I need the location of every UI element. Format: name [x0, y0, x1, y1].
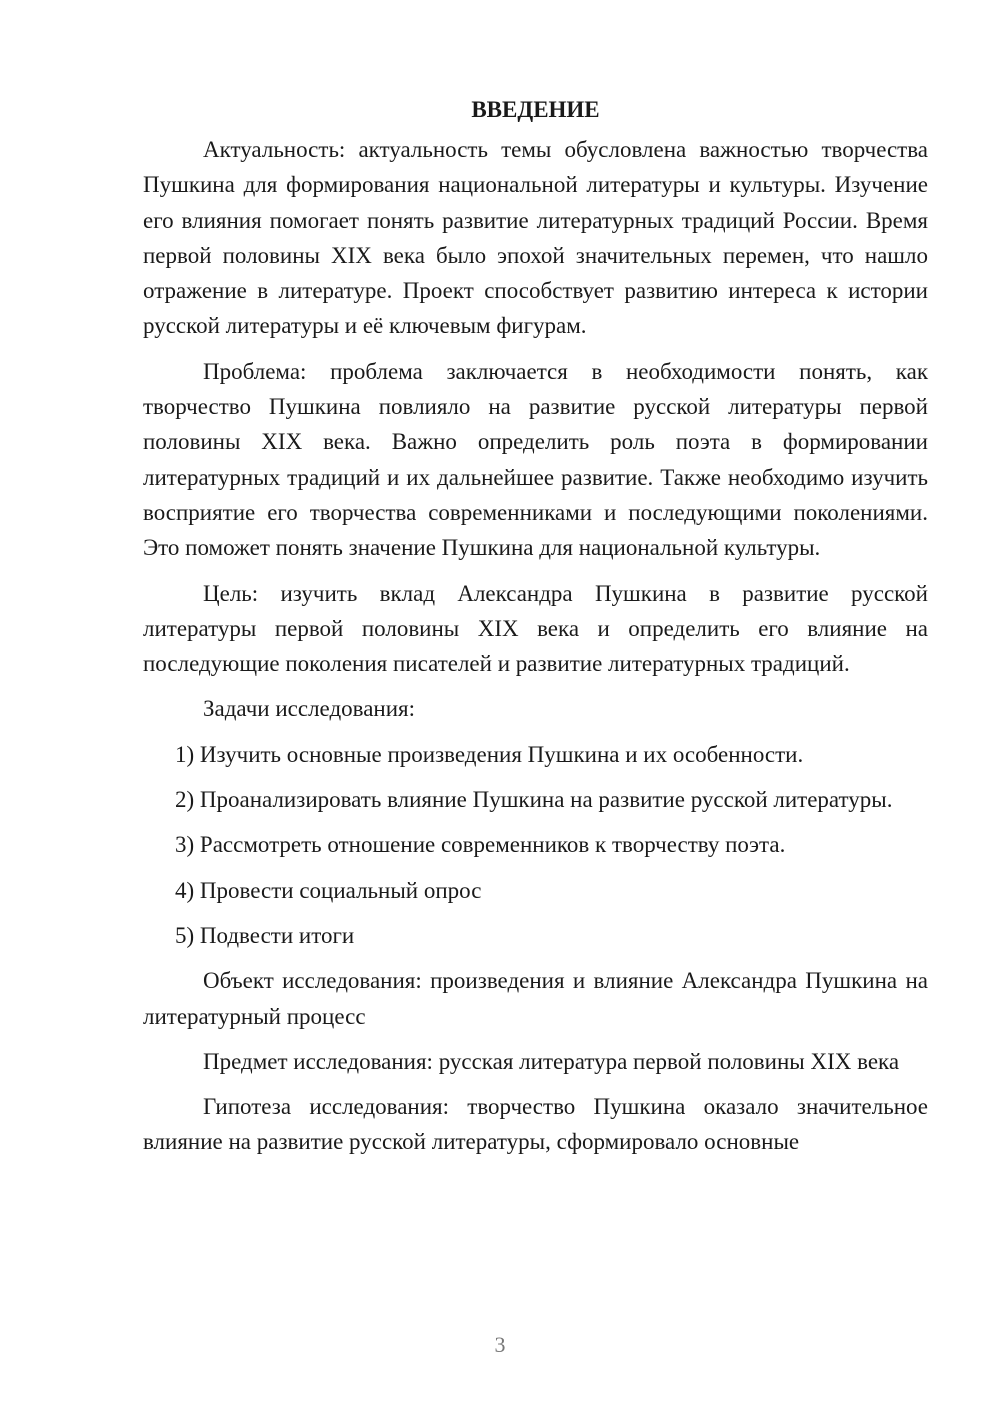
task-item-4: 4) Провести социальный опрос	[175, 877, 482, 903]
problem-paragraph: Проблема: проблема заключается в необходимости понять, как творчество Пушкина повлияло на развитие русской литературы первой половины XIX века. Важно определить роль поэта в формировании литературных традиций и их дальнейшее развитие. Также необходимо изучить восприятие его творчества современниками и последующими поколениями. Это поможет понять значение Пушкина для национальной культуры.	[143, 358, 928, 561]
object-paragraph: Объект исследования: произведения и влияние Александра Пушкина на литературный процесс	[143, 968, 928, 1029]
subject-paragraph: Предмет исследования: русская литература первой половины XIX века	[203, 1048, 900, 1074]
goal-paragraph: Цель: изучить вклад Александра Пушкина в развитие русской литературы первой половины XIX века и определить его влияние на последующие поколения писателей и развитие литературных традиций.	[143, 580, 928, 677]
task-item-1: 1) Изучить основные произведения Пушкина и их особенности.	[175, 741, 804, 767]
hypothesis-paragraph: Гипотеза исследования: творчество Пушкина оказало значительное влияние на развитие русской литературы, сформировало основные	[143, 1094, 928, 1155]
task-item-3: 3) Рассмотреть отношение современников к творчеству поэта.	[175, 832, 786, 858]
relevance-paragraph: Актуальность: актуальность темы обусловлена важностью творчества Пушкина для формирования национальной литературы и культуры. Изучение его влияния помогает понять развитие литературных традиций России. Время первой половины XIX века было эпохой значительных перемен, что нашло отражение в литературе. Проект способствует развитию интереса к истории русской литературы и её ключевым фигурам.	[143, 137, 928, 339]
document-page	[143, 92, 928, 1170]
task-item-2: 2) Проанализировать влияние Пушкина на развитие русской литературы.	[175, 787, 893, 813]
page-number: 3	[494, 1332, 506, 1357]
task-item-5: 5) Подвести итоги	[175, 922, 355, 948]
tasks-heading: Задачи исследования:	[203, 696, 416, 722]
section-title: ВВЕДЕНИЕ	[471, 97, 600, 122]
